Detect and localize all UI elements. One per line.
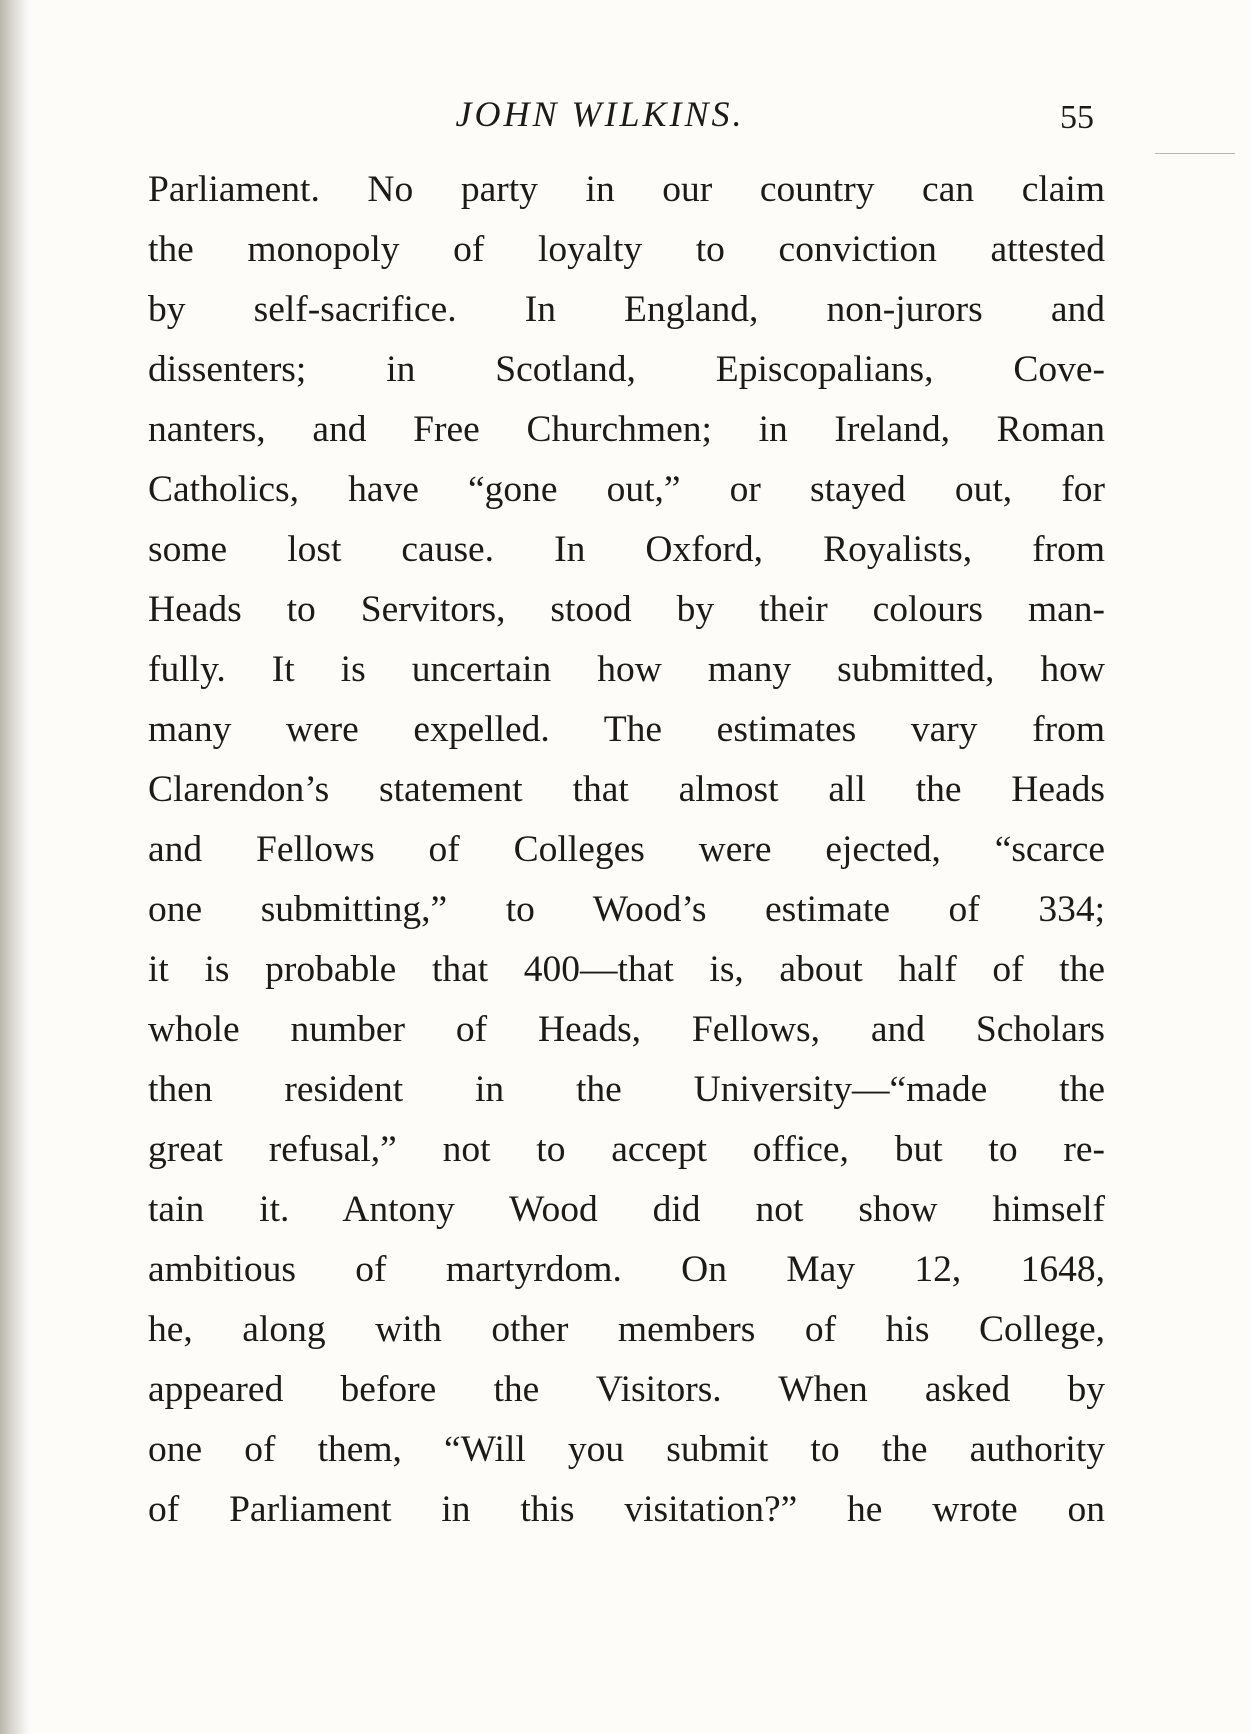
text-line: by self-sacrifice. In England, non-jurors and: [148, 289, 1105, 330]
text-line: he, along with other members of his College,: [148, 1309, 1105, 1350]
text-line: appeared before the Visitors. When asked by: [148, 1369, 1105, 1410]
body-text: [148, 160, 1105, 1540]
text-line: ambitious of martyrdom. On May 12, 1648,: [148, 1249, 1105, 1290]
text-line: many were expelled. The estimates vary from: [148, 709, 1105, 750]
page-header: [0, 84, 1250, 144]
text-line: Parliament. No party in our country can claim: [148, 169, 1105, 210]
text-line: some lost cause. In Oxford, Royalists, from: [148, 529, 1105, 570]
text-line: of Parliament in this visitation?” he wrote on: [148, 1489, 1105, 1530]
text-line: the monopoly of loyalty to conviction attested: [148, 229, 1105, 270]
page-number: 55: [1060, 99, 1094, 136]
text-line: nanters, and Free Churchmen; in Ireland, Roman: [148, 409, 1105, 450]
running-title: JOHN WILKINS.: [455, 94, 745, 134]
text-line: Catholics, have “gone out,” or stayed out, for: [148, 469, 1105, 510]
text-line: tain it. Antony Wood did not show himself: [148, 1189, 1105, 1230]
text-line: then resident in the University—“made the: [148, 1069, 1105, 1110]
text-line: one of them, “Will you submit to the authority: [148, 1429, 1105, 1470]
text-line: and Fellows of Colleges were ejected, “scarce: [148, 829, 1105, 870]
text-line: whole number of Heads, Fellows, and Scholars: [148, 1009, 1105, 1050]
text-line: it is probable that 400—that is, about half of the: [148, 949, 1105, 990]
text-line: dissenters; in Scotland, Episcopalians, Cove-: [148, 349, 1105, 390]
text-line: one submitting,” to Wood’s estimate of 334;: [148, 889, 1105, 930]
text-line: great refusal,” not to accept office, but to re-: [148, 1129, 1105, 1170]
text-line: Heads to Servitors, stood by their colours man-: [148, 589, 1105, 630]
margin-pencil-mark: [1155, 153, 1235, 154]
gutter-shadow: [0, 0, 30, 1734]
text-line: Clarendon’s statement that almost all the Heads: [148, 769, 1105, 810]
text-line: fully. It is uncertain how many submitted, how: [148, 649, 1105, 690]
